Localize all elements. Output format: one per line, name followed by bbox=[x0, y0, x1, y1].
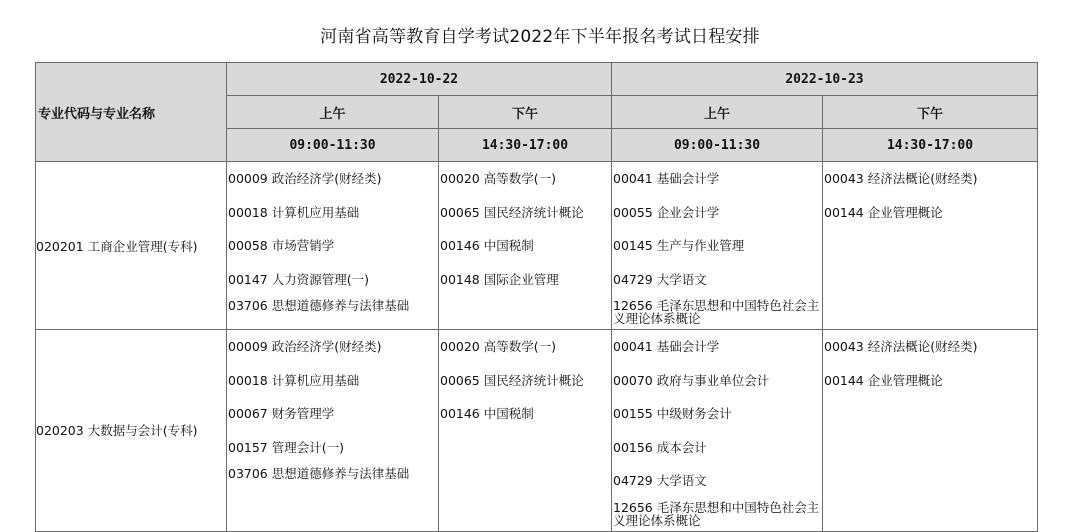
course-item: 00155 中级财务会计 bbox=[613, 406, 732, 421]
session-cell bbox=[227, 330, 439, 532]
course-item: 00058 市场营销学 bbox=[228, 238, 335, 253]
course-item: 00148 国际企业管理 bbox=[440, 271, 559, 287]
course-item: 04729 大学语文 bbox=[613, 271, 707, 287]
major-column-header: 专业代码与专业名称 bbox=[36, 63, 227, 162]
table-row bbox=[36, 162, 1038, 330]
course-item: 00041 基础会计学 bbox=[613, 339, 720, 354]
session-cell bbox=[823, 330, 1038, 532]
course-item: 00144 企业管理概论 bbox=[824, 204, 943, 220]
page-title: 河南省高等教育自学考试2022年下半年报名考试日程安排 bbox=[320, 27, 760, 47]
course-item: 00147 人力资源管理(一) bbox=[228, 271, 369, 287]
course-item: 00020 高等数学(一) bbox=[440, 339, 556, 354]
course-item: 00018 计算机应用基础 bbox=[228, 204, 360, 220]
course-item: 12656 毛泽东思想和中国特色社会主义理论体系概论 bbox=[613, 499, 820, 528]
course-item: 00156 成本会计 bbox=[613, 439, 707, 455]
session-header: 上午 bbox=[227, 96, 439, 129]
date-header-1: 2022-10-22 bbox=[227, 63, 612, 96]
course-item: 04729 大学语文 bbox=[613, 473, 707, 488]
time-header: 09:00-11:30 bbox=[227, 129, 439, 162]
course-item: 00145 生产与作业管理 bbox=[613, 238, 745, 253]
course-item: 00157 管理会计(一) bbox=[228, 439, 344, 455]
session-header: 下午 bbox=[823, 96, 1038, 129]
course-item: 00065 国民经济统计概论 bbox=[440, 204, 584, 220]
course-item: 00146 中国税制 bbox=[440, 238, 534, 253]
time-header: 14:30-17:00 bbox=[439, 129, 612, 162]
session-cell bbox=[612, 162, 823, 330]
course-item: 12656 毛泽东思想和中国特色社会主义理论体系概论 bbox=[613, 298, 820, 326]
date-header-2: 2022-10-23 bbox=[612, 63, 1038, 96]
major-name: 020203 大数据与会计(专科) bbox=[36, 330, 227, 532]
course-item: 03706 思想道德修养与法律基础 bbox=[228, 298, 410, 313]
course-item: 00020 高等数学(一) bbox=[440, 171, 556, 186]
time-header: 09:00-11:30 bbox=[612, 129, 823, 162]
course-item: 00018 计算机应用基础 bbox=[228, 372, 360, 388]
time-header: 14:30-17:00 bbox=[823, 129, 1038, 162]
course-item: 00055 企业会计学 bbox=[613, 204, 720, 220]
schedule-table bbox=[35, 62, 1038, 532]
session-cell bbox=[439, 330, 612, 532]
course-item: 00070 政府与事业单位会计 bbox=[613, 372, 770, 388]
session-cell bbox=[439, 162, 612, 330]
session-cell bbox=[823, 162, 1038, 330]
course-item: 03706 思想道德修养与法律基础 bbox=[228, 466, 410, 481]
course-item: 00067 财务管理学 bbox=[228, 406, 335, 421]
course-item: 00009 政治经济学(财经类) bbox=[228, 339, 382, 354]
session-header: 下午 bbox=[439, 96, 612, 129]
session-cell bbox=[227, 162, 439, 330]
course-item: 00043 经济法概论(财经类) bbox=[824, 171, 978, 186]
session-cell bbox=[612, 330, 823, 532]
session-header: 上午 bbox=[612, 96, 823, 129]
course-item: 00144 企业管理概论 bbox=[824, 372, 943, 388]
course-item: 00065 国民经济统计概论 bbox=[440, 372, 584, 388]
course-item: 00146 中国税制 bbox=[440, 406, 534, 421]
course-item: 00041 基础会计学 bbox=[613, 171, 720, 186]
course-item: 00043 经济法概论(财经类) bbox=[824, 339, 978, 354]
table-row bbox=[36, 330, 1038, 532]
course-item: 00009 政治经济学(财经类) bbox=[228, 171, 382, 186]
major-name: 020201 工商企业管理(专科) bbox=[36, 162, 227, 330]
